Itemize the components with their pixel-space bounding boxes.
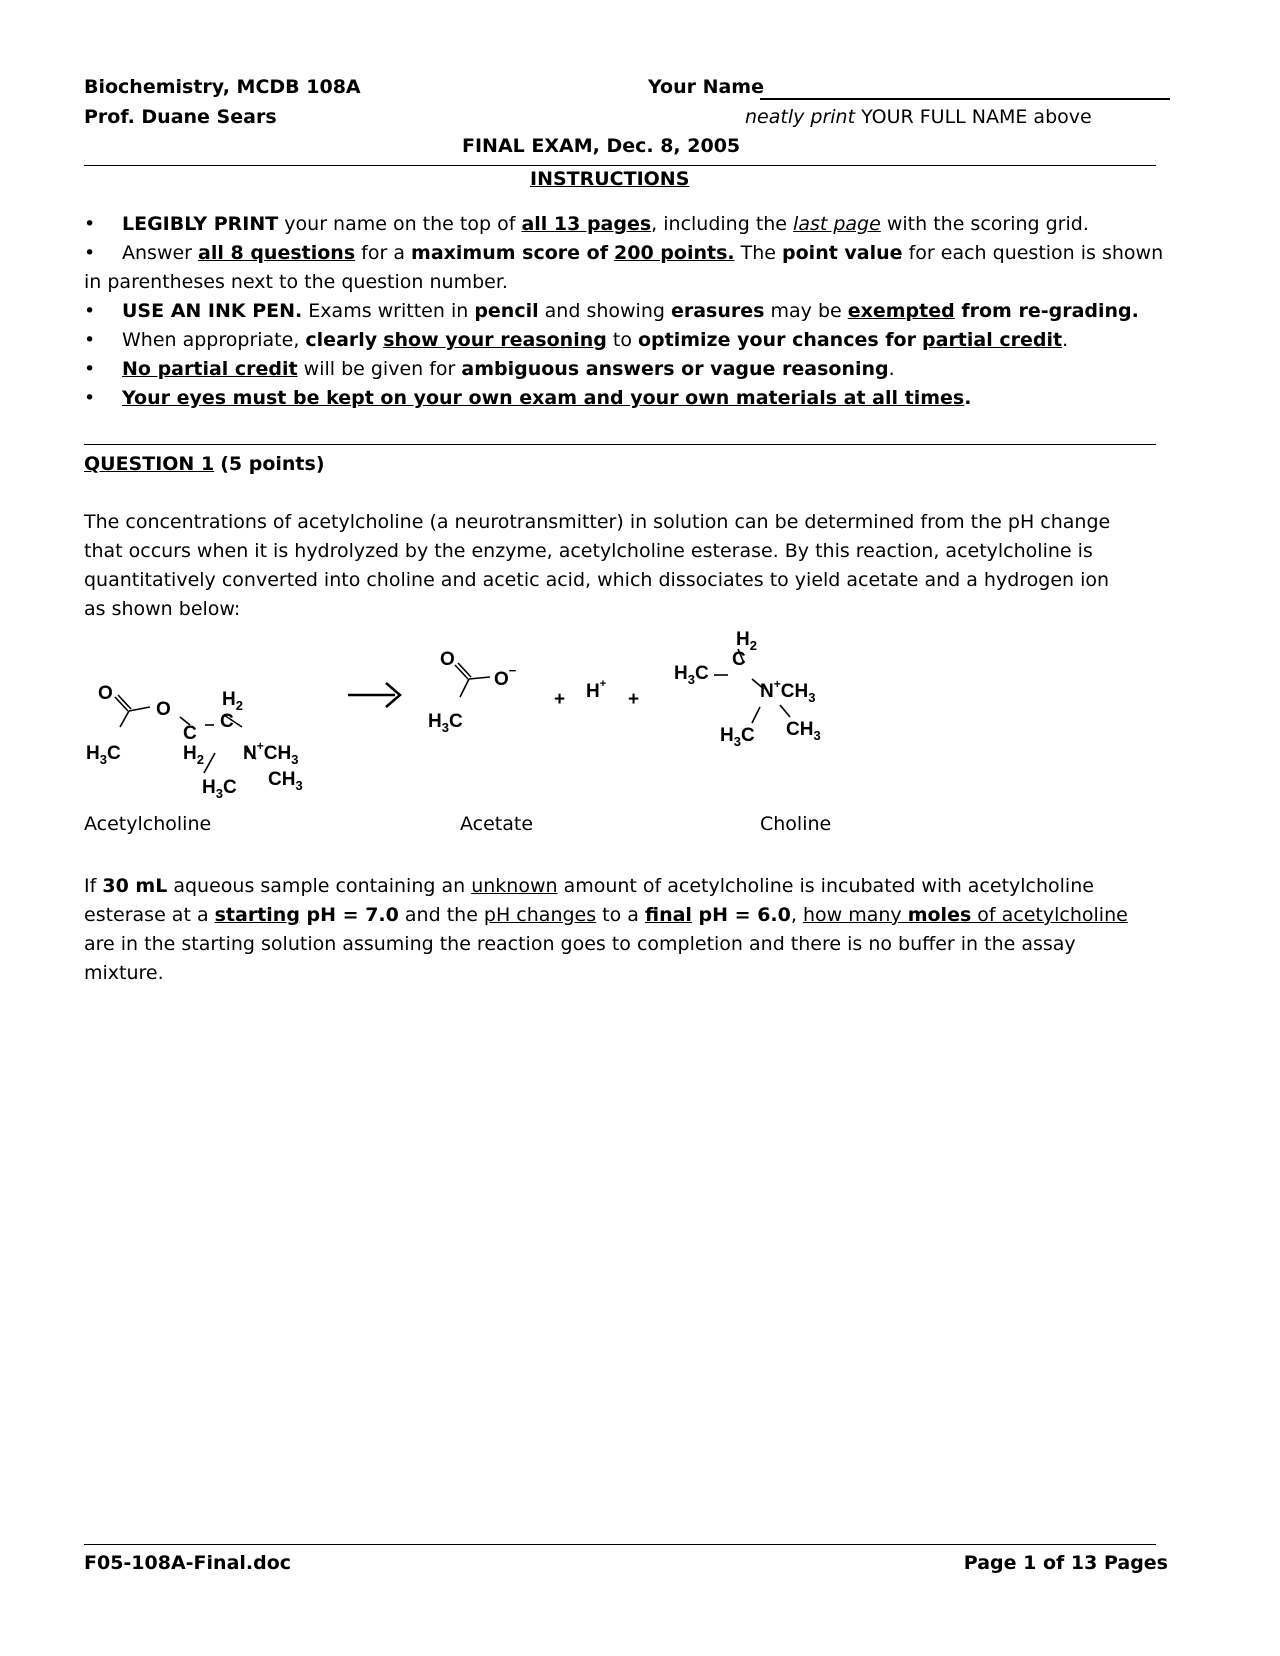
bullet-dot: • (84, 387, 96, 409)
question-1-label: QUESTION 1 (84, 453, 215, 475)
name-hint-rest: YOUR FULL NAME above (855, 106, 1092, 128)
svg-text:C: C (183, 723, 197, 744)
bullet-dot: • (84, 300, 96, 322)
instructions-title: INSTRUCTIONS (530, 168, 690, 190)
label-choline: Choline (760, 813, 832, 835)
svg-text:CH3: $CH_3$ (268, 769, 303, 793)
acetate-structure (455, 663, 490, 697)
question-1-heading (84, 453, 325, 475)
footer-divider (84, 1544, 1156, 1545)
bullet-dot: • (84, 242, 96, 264)
svg-text:H2: $H_2$ (736, 629, 757, 653)
svg-text:N+CH3: $N^+CH_3$ (243, 739, 299, 767)
reaction-arrow-icon (348, 683, 400, 707)
course-title: Biochemistry, MCDB 108A (84, 76, 361, 98)
bullet-dot: • (84, 213, 96, 235)
label-acetate: Acetate (460, 813, 534, 835)
your-name-label: Your Name (648, 76, 764, 98)
proton-terms (554, 678, 639, 710)
svg-text:+: + (628, 689, 640, 710)
footer-page-number: Page 1 of 13 Pages (963, 1552, 1168, 1574)
question-1-prompt (84, 872, 1128, 988)
reaction-scheme (80, 629, 900, 825)
svg-text:O: O (98, 683, 113, 704)
svg-text:H3C: $H_3C$ (202, 777, 237, 801)
choline-atoms (674, 629, 821, 749)
prompt-line-1: If 30 mL aqueous sample containing an unknown amount of acetylcholine is incubated with acetylcholine (84, 875, 1094, 897)
prompt-line-3: are in the starting solution assuming the reaction goes to completion and there is no buffer in the assay (84, 933, 1076, 955)
svg-text:N+CH3: $N^+CH_3$ (760, 677, 816, 705)
svg-text:H+: H+ (586, 678, 607, 702)
header-divider (84, 165, 1156, 166)
svg-text:O−: O− (494, 663, 517, 690)
professor-name: Prof. Duane Sears (84, 106, 277, 128)
acetate-atoms (428, 649, 517, 735)
svg-text:H3C: $H_3C$ (86, 743, 121, 767)
exam-title: FINAL EXAM, Dec. 8, 2005 (462, 135, 741, 157)
name-hint-italic: neatly print (745, 106, 856, 128)
section-divider (84, 444, 1156, 445)
svg-text:H3C: $H_3C$ (720, 725, 755, 749)
bullet-dot: • (84, 329, 96, 351)
svg-text:H3C: $H_3C$ (428, 711, 463, 735)
name-blank-line[interactable] (760, 98, 1170, 100)
svg-text:H2: $H_2$ (222, 689, 243, 713)
prompt-line-4: mixture. (84, 962, 164, 984)
name-hint (745, 106, 1092, 128)
question-1-intro: The concentrations of acetylcholine (a neurotransmitter) in solution can be determined from the pH change that occurs when it is hydrolyzed by the enzyme, acetylcholine esterase. By this reaction, acetylcholine is quantitatively converted into choline and acetic acid, which dissociates to yield acetate and a hydrogen ion as shown below: (84, 511, 1111, 620)
prompt-line-2: esterase at a starting pH = 7.0 and the pH changes to a final pH = 6.0, how many moles of acetylcholine (84, 904, 1128, 926)
footer-filename: F05-108A-Final.doc (84, 1552, 292, 1574)
svg-text:+: + (554, 689, 566, 710)
svg-text:CH3: $CH_3$ (786, 719, 821, 743)
svg-text:O: O (156, 699, 171, 720)
svg-text:H3C: $H_3C$ (674, 663, 709, 687)
answer-space[interactable] (84, 1000, 1156, 1520)
svg-text:C: C (220, 711, 234, 732)
bullet-2-continuation: in parentheses next to the question number. (84, 271, 508, 293)
svg-text:C: C (732, 649, 746, 670)
label-acetylcholine: Acetylcholine (84, 813, 212, 835)
svg-text:O: O (440, 649, 455, 670)
bullet-dot: • (84, 358, 96, 380)
svg-text:H2: $H_2$ (183, 743, 204, 767)
question-1-points: (5 points) (220, 453, 325, 475)
